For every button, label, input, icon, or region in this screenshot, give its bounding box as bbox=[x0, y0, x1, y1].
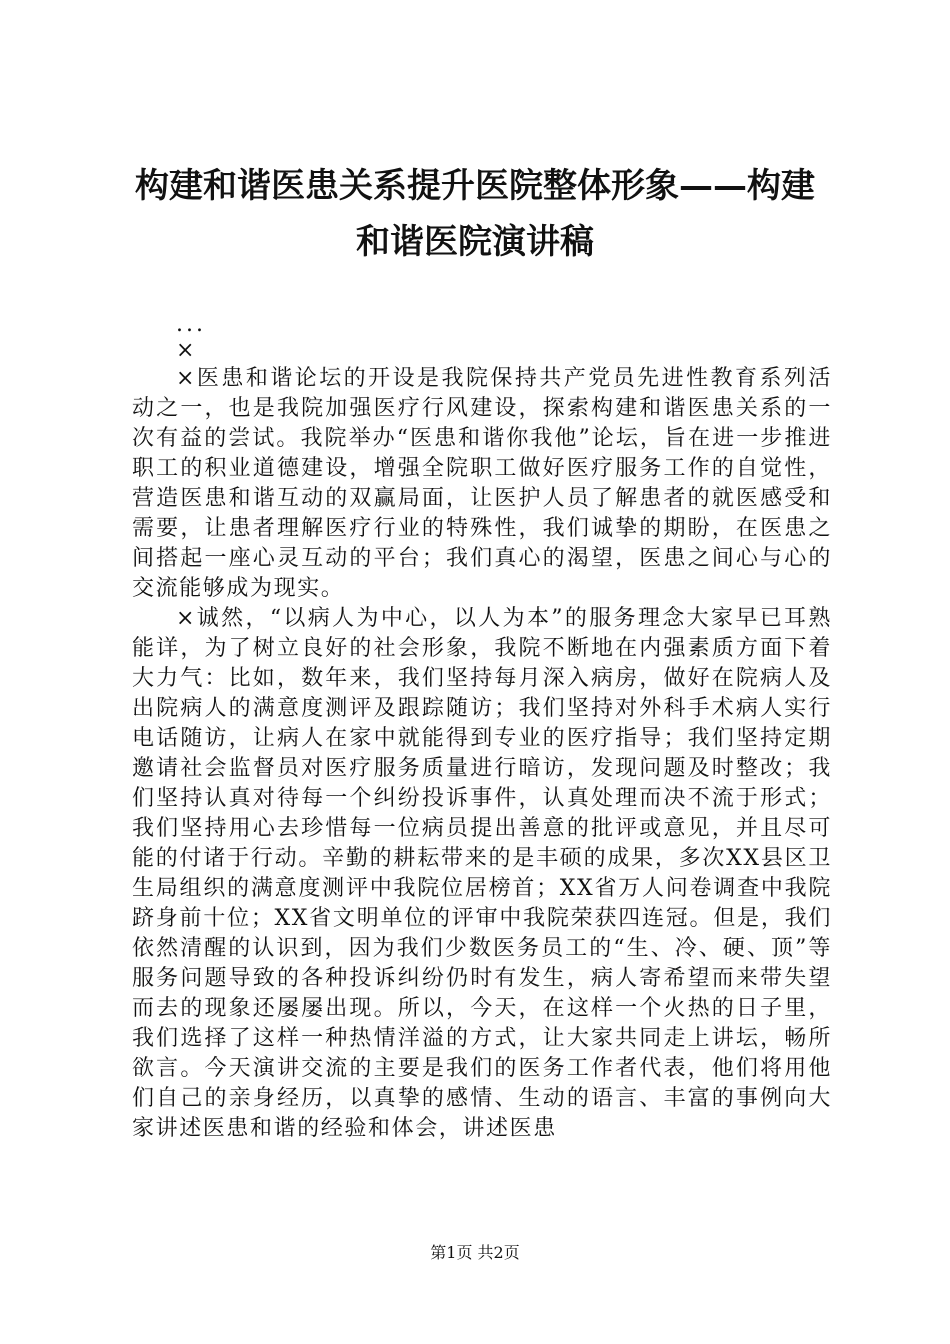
cross-marker: × bbox=[176, 338, 198, 363]
paragraph-1: ×医患和谐论坛的开设是我院保持共产党员先进性教育系列活动之一，也是我院加强医疗行风建设，探索构建和谐医患关系的一次有益的尝试。我院举办“医患和谐你我他”论坛，旨在进一步推进职工的积业道德建设，增强全院职工做好医疗服务工作的自觉性，营造医患和谐互动的双赢局面，让医护人员了解患者的就医感受和需要，让患者理解医疗行业的特殊性，我们诚挚的期盼，在医患之间搭起一座心灵互动的平台；我们真心的渴望，医患之间心与心的交流能够成为现实。 bbox=[132, 366, 832, 601]
ellipsis-marker: ... bbox=[176, 312, 206, 337]
title-line-1: 构建和谐医患关系提升医院整体形象——构建 bbox=[135, 166, 815, 206]
document-body bbox=[132, 312, 832, 1144]
paragraph-2: ×诚然，“以病人为中心，以人为本”的服务理念大家早已耳熟能详，为了树立良好的社会形象，我院不断地在内强素质方面下着大力气：比如，数年来，我们坚持每月深入病房，做好在院病人及出院病人的满意度测评及跟踪随访；我们坚持对外科手术病人实行电话随访，让病人在家中就能得到专业的医疗指导；我们坚持定期邀请社会监督员对医疗服务质量进行暗访，发现问题及时整改；我们坚持认真对待每一个纠纷投诉事件，认真处理而决不流于形式；我们坚持用心去珍惜每一位病员提出善意的批评或意见，并且尽可能的付诸于行动。辛勤的耕耘带来的是丰硕的成果，多次XX县区卫生局组织的满意度测评中我院位居榜首；XX省万人问卷调查中我院跻身前十位；XX省文明单位的评审中我院荣获四连冠。但是，我们依然清醒的认识到，因为我们少数医务员工的“生、冷、硬、顶”等服务问题导致的各种投诉纠纷仍时有发生，病人寄希望而来带失望而去的现象还屡屡出现。所以，今天，在这样一个火热的日子里，我们选择了这样一种热情洋溢的方式，让大家共同走上讲坛，畅所欲言。今天演讲交流的主要是我们的医务工作者代表，他们将用他们自己的亲身经历，以真挚的感情、生动的语言、丰富的事例向大家讲述医患和谐的经验和体会，讲述医患 bbox=[132, 606, 832, 1141]
document-title bbox=[110, 158, 840, 270]
title-line-2: 和谐医院演讲稿 bbox=[356, 222, 594, 262]
page-footer: 第1页 共2页 bbox=[430, 1243, 520, 1262]
